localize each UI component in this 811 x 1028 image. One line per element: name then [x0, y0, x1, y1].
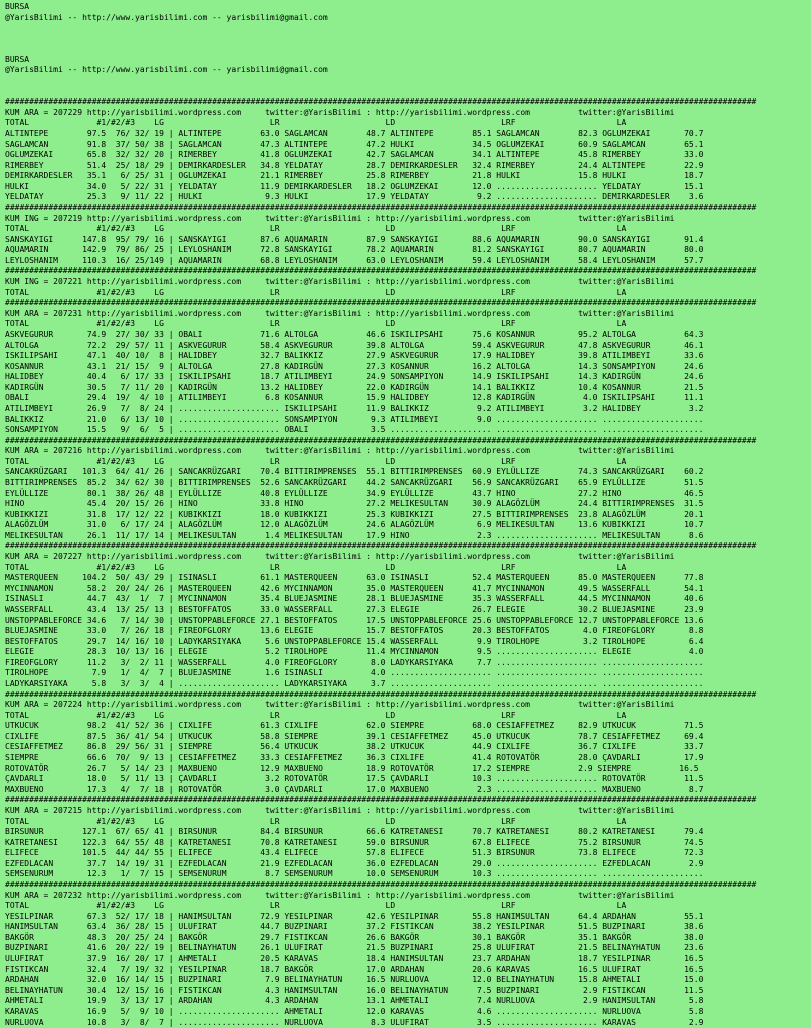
table-row: HULKI 34.0 5/ 22/ 31 | YELDATAY 11.9 DEMIRKARDESLER 18.2 OGLUMZEKAI 12.0 ..................... YELDATAY 15.1	[5, 182, 811, 193]
race-header: KUM ARA = 207215 http://yarisbilimi.wordpress.com twitter:@YarisBilimi : http://yarisbilimi.wordpress.com twitter:@YarisBilimi	[5, 806, 811, 817]
table-row: KOSANNUR 43.1 21/ 15/ 9 | ALTOLGA 27.8 KADIRGÜN 27.3 KOSANNUR 16.2 ALTOLGA 14.3 SONSAMPIYON 24.6	[5, 362, 811, 373]
table-row: NURLUOVA 10.8 3/ 8/ 7 | ..................... NURLUOVA 8.3 ULUFIRAT 3.5 ..................... KARAVAS 2.9	[5, 1018, 811, 1028]
section-divider: ############################################################################################################################################################	[5, 203, 811, 214]
table-row: HINO 45.4 20/ 15/ 26 | HINO 33.8 HINO 27.2 MELIKESULTAN 30.9 ALAGÖZLÜM 24.4 BITTIRIMPRENSES 31.5	[5, 499, 811, 510]
section-divider: ############################################################################################################################################################	[5, 690, 811, 701]
table-row: SANSKAYIGI 147.8 95/ 79/ 16 | SANSKAYIGI 87.6 AQUAMARIN 87.9 SANSKAYIGI 88.6 AQUAMARIN 90.0 SANSKAYIGI 91.4	[5, 235, 811, 246]
table-row: BUZPINARI 41.6 20/ 22/ 19 | BELINAYHATUN 26.1 ULUFIRAT 21.5 BUZPINARI 25.8 ULUFIRAT 21.5 BELINAYHATUN 23.6	[5, 943, 811, 954]
table-row: MAXBUENO 17.3 4/ 7/ 18 | ROTOVATÖR 3.0 ÇAVDARLI 17.0 MAXBUENO 2.3 ..................... MAXBUENO 8.7	[5, 785, 811, 796]
table-row: FISTIKCAN 32.4 7/ 19/ 32 | YESILPINAR 18.7 BAKGÖR 17.0 ARDAHAN 20.6 KARAVAS 16.5 ULUFIRAT 16.5	[5, 965, 811, 976]
table-row: OBALI 29.4 19/ 4/ 10 | ATILIMBEYI 6.8 KOSANNUR 15.9 HALIDBEY 12.8 KADIRGÜN 4.0 ISKILIPSAHI 11.1	[5, 393, 811, 404]
section-divider: ############################################################################################################################################################	[5, 97, 811, 108]
section-divider: ############################################################################################################################################################	[5, 436, 811, 447]
table-row: MYCINNAMON 58.2 20/ 24/ 26 | MASTERQUEEN 42.6 MYCINNAMON 35.0 MASTERQUEEN 41.7 MYCINNAMON 49.5 WASSERFALL 54.1	[5, 584, 811, 595]
section-divider: ############################################################################################################################################################	[5, 298, 811, 309]
table-row: LADYKARSIYAKA 5.8 3/ 3/ 4 | ..................... LADYKARSIYAKA 3.7 ..................... ..................... .....................	[5, 679, 811, 690]
contact-line: @YarisBilimi -- http://www.yarisbilimi.com -- yarisbilimi@gmail.com	[5, 65, 811, 76]
table-row: SAGLAMCAN 91.8 37/ 50/ 38 | SAGLAMCAN 47.3 ALTINTEPE 47.2 HULKI 34.5 OGLUMZEKAI 60.9 SAGLAMCAN 65.1	[5, 140, 811, 151]
race-header: KUM ARA = 207224 http://yarisbilimi.wordpress.com twitter:@YarisBilimi : http://yarisbilimi.wordpress.com twitter:@YarisBilimi	[5, 700, 811, 711]
table-row: ROTOVATÖR 26.7 5/ 14/ 23 | MAXBUENO 12.9 MAXBUENO 18.9 ROTOVATÖR 17.2 SIEMPRE 2.9 SIEMPRE 16.5	[5, 764, 811, 775]
race-header: KUM ARA = 207229 http://yarisbilimi.wordpress.com twitter:@YarisBilimi : http://yarisbilimi.wordpress.com twitter:@YarisBilimi	[5, 108, 811, 119]
table-row: BELINAYHATUN 30.4 12/ 15/ 16 | FISTIKCAN 4.3 HANIMSULTAN 16.0 BELINAYHATUN 7.5 BUZPINARI 2.9 FISTIKCAN 11.5	[5, 986, 811, 997]
race-header: KUM ARA = 207232 http://yarisbilimi.wordpress.com twitter:@YarisBilimi : http://yarisbilimi.wordpress.com twitter:@YarisBilimi	[5, 891, 811, 902]
table-row: UNSTOPPABLEFORCE 34.6 7/ 14/ 30 | UNSTOPPABLEFORCE 27.1 BESTOFFATOS 17.5 UNSTOPPABLEFORCE 25.6 UNSTOPPABLEFORCE 12.7 UNSTOPPABLEFORCE 13.6	[5, 616, 811, 627]
race-header: KUM ARA = 207216 http://yarisbilimi.wordpress.com twitter:@YarisBilimi : http://yarisbilimi.wordpress.com twitter:@YarisBilimi	[5, 446, 811, 457]
race-header: KUM ING = 207221 http://yarisbilimi.wordpress.com twitter:@YarisBilimi : http://yarisbilimi.wordpress.com twitter:@YarisBilimi	[5, 277, 811, 288]
table-row: KUBIKKIZI 31.8 17/ 12/ 22 | KUBIKKIZI 18.0 KUBIKKIZI 25.3 KUBIKKIZI 27.5 BITTIRIMPRENSES 23.8 ALAGÖZLÜM 20.1	[5, 510, 811, 521]
table-row: YELDATAY 25.3 9/ 11/ 22 | HULKI 9.3 HULKI 17.9 YELDATAY 9.2 ..................... DEMIRKARDESLER 3.6	[5, 192, 811, 203]
city-title: BURSA	[5, 55, 811, 66]
city-title: BURSA	[5, 2, 811, 13]
section-divider: ############################################################################################################################################################	[5, 880, 811, 891]
blank-line	[5, 87, 811, 98]
table-row: SANCAKRÜZGARI 101.3 64/ 41/ 26 | SANCAKRÜZGARI 70.4 BITTIRIMPRENSES 55.1 BITTIRIMPRENSES 60.9 EYLÜLLIZE 74.3 SANCAKRÜZGARI 60.2	[5, 467, 811, 478]
table-row: WASSERFALL 43.4 13/ 25/ 13 | BESTOFFATOS 33.0 WASSERFALL 27.3 ELEGIE 26.7 ELEGIE 30.2 BLUEJASMINE 23.9	[5, 605, 811, 616]
table-row: CESIAFFETMEZ 86.8 29/ 56/ 31 | SIEMPRE 56.4 UTKUCUK 38.2 UTKUCUK 44.9 CIXLIFE 36.7 CIXLIFE 33.7	[5, 742, 811, 753]
table-row: EZFEDLACAN 37.7 14/ 19/ 31 | EZFEDLACAN 21.9 EZFEDLACAN 36.0 EZFEDLACAN 29.0 ..................... EZFEDLACAN 2.9	[5, 859, 811, 870]
table-row: ARDAHAN 32.0 16/ 14/ 15 | BUZPINARI 7.9 BELINAYHATUN 16.5 NURLUOVA 12.0 BELINAYHATUN 15.8 AHMETALI 15.0	[5, 975, 811, 986]
table-row: KATRETANESI 122.3 64/ 55/ 48 | KATRETANESI 70.8 KATRETANESI 59.0 BIRSUNUR 67.8 ELIFECE 75.2 BIRSUNUR 74.5	[5, 838, 811, 849]
column-header-row: TOTAL #1/#2/#3 LG LR LD LRF LA	[5, 457, 811, 468]
table-row: BESTOFFATOS 29.7 14/ 16/ 10 | LADYKARSIYAKA 5.6 UNSTOPPABLEFORCE 15.4 WASSERFALL 9.9 TIROLHOPE 3.2 TIROLHOPE 6.4	[5, 637, 811, 648]
column-header-row: TOTAL #1/#2/#3 LG LR LD LRF LA	[5, 563, 811, 574]
table-row: SIEMPRE 66.6 70/ 9/ 13 | CESIAFFETMEZ 33.3 CESIAFFETMEZ 36.3 CIXLIFE 41.4 ROTOVATÖR 28.0 ÇAVDARLI 17.9	[5, 753, 811, 764]
table-row: KARAVAS 16.9 5/ 9/ 10 | ..................... AHMETALI 12.0 KARAVAS 4.6 ..................... NURLUOVA 5.8	[5, 1007, 811, 1018]
blank-line	[5, 34, 811, 45]
table-row: DEMIRKARDESLER 35.1 6/ 25/ 31 | OGLUMZEKAI 21.1 RIMERBEY 25.8 RIMERBEY 21.8 HULKI 15.8 HULKI 18.7	[5, 171, 811, 182]
table-row: CIXLIFE 87.5 36/ 41/ 54 | UTKUCUK 58.8 SIEMPRE 39.1 CESIAFFETMEZ 45.0 UTKUCUK 78.7 CESIAFFETMEZ 69.4	[5, 732, 811, 743]
table-row: EYLÜLLIZE 80.1 38/ 26/ 48 | EYLÜLLIZE 40.8 EYLÜLLIZE 34.9 EYLÜLLIZE 43.7 HINO 27.2 HINO 46.5	[5, 489, 811, 500]
section-divider: ############################################################################################################################################################	[5, 541, 811, 552]
column-header-row: TOTAL #1/#2/#3 LG LR LD LRF LA	[5, 319, 811, 330]
contact-line: @YarisBilimi -- http://www.yarisbilimi.com -- yarisbilimi@gmail.com	[5, 13, 811, 24]
table-row: MASTERQUEEN 104.2 50/ 43/ 29 | ISINASLI 61.1 MASTERQUEEN 63.0 ISINASLI 52.4 MASTERQUEEN 85.0 MASTERQUEEN 77.8	[5, 573, 811, 584]
table-row: ATILIMBEYI 26.9 7/ 8/ 24 | ..................... ISKILIPSAHI 11.9 BALIKKIZ 9.2 ATILIMBEYI 3.2 HALIDBEY 3.2	[5, 404, 811, 415]
table-row: LEYLOSHANIM 110.3 16/ 25/149 | AQUAMARIN 68.8 LEYLOSHANIM 63.0 LEYLOSHANIM 59.4 LEYLOSHANIM 58.4 LEYLOSHANIM 57.7	[5, 256, 811, 267]
blank-line	[5, 23, 811, 34]
table-row: ULUFIRAT 37.9 16/ 20/ 17 | AHMETALI 20.5 KARAVAS 18.4 HANIMSULTAN 23.7 ARDAHAN 18.7 YESILPINAR 16.5	[5, 954, 811, 965]
table-row: BIRSUNUR 127.1 67/ 65/ 41 | BIRSUNUR 84.4 BIRSUNUR 66.6 KATRETANESI 70.7 KATRETANESI 80.2 KATRETANESI 79.4	[5, 827, 811, 838]
table-row: ÇAVDARLI 18.0 5/ 11/ 13 | ÇAVDARLI 3.2 ROTOVATÖR 17.5 ÇAVDARLI 10.3 ..................... ROTOVATÖR 11.5	[5, 774, 811, 785]
blank-line	[5, 44, 811, 55]
column-header-row: TOTAL #1/#2/#3 LG LR LD LRF LA	[5, 901, 811, 912]
table-row: ELIFECE 101.5 44/ 44/ 55 | ELIFECE 43.4 ELIFECE 57.8 ELIFECE 51.3 BIRSUNUR 73.8 ELIFECE 72.3	[5, 848, 811, 859]
table-row: FIREOFGLORY 11.2 3/ 2/ 11 | WASSERFALL 4.0 FIREOFGLORY 8.0 LADYKARSIYAKA 7.7 ..................... .....................	[5, 658, 811, 669]
table-row: BAKGÖR 48.3 20/ 25/ 24 | BAKGÖR 29.7 FISTIKCAN 26.6 BAKGÖR 30.1 BAKGÖR 35.1 BAKGÖR 38.0	[5, 933, 811, 944]
table-row: RIMERBEY 51.4 25/ 18/ 29 | DEMIRKARDESLER 34.8 YELDATAY 28.7 DEMIRKARDESLER 32.4 RIMERBEY 24.4 ALTINTEPE 22.9	[5, 161, 811, 172]
table-row: AHMETALI 19.9 3/ 13/ 17 | ARDAHAN 4.3 ARDAHAN 13.1 AHMETALI 7.4 NURLUOVA 2.9 HANIMSULTAN 5.8	[5, 996, 811, 1007]
table-row: ASKVEGURUR 74.9 27/ 30/ 33 | OBALI 71.6 ALTOLGA 46.6 ISKILIPSAHI 75.6 KOSANNUR 95.2 ALTOLGA 64.3	[5, 330, 811, 341]
race-header: KUM ARA = 207231 http://yarisbilimi.wordpress.com twitter:@YarisBilimi : http://yarisbilimi.wordpress.com twitter:@YarisBilimi	[5, 309, 811, 320]
table-row: OGLUMZEKAI 65.8 32/ 32/ 20 | RIMERBEY 41.8 OGLUMZEKAI 42.7 SAGLAMCAN 34.1 ALTINTEPE 45.8 RIMERBEY 33.0	[5, 150, 811, 161]
table-row: BLUEJASMINE 33.0 7/ 26/ 18 | FIREOFGLORY 13.6 ELEGIE 15.7 BESTOFFATOS 20.3 BESTOFFATOS 4.0 FIREOFGLORY 8.8	[5, 626, 811, 637]
column-header-row: TOTAL #1/#2/#3 LG LR LD LRF LA	[5, 711, 811, 722]
table-row: BITTIRIMPRENSES 85.2 34/ 62/ 30 | BITTIRIMPRENSES 52.6 SANCAKRÜZGARI 44.2 SANCAKRÜZGARI 56.9 SANCAKRÜZGARI 65.9 EYLÜLLIZE 51.5	[5, 478, 811, 489]
table-row: UTKUCUK 98.2 41/ 52/ 36 | CIXLIFE 61.3 CIXLIFE 62.0 SIEMPRE 68.0 CESIAFFETMEZ 82.9 UTKUCUK 71.5	[5, 721, 811, 732]
table-row: MELIKESULTAN 26.1 11/ 17/ 14 | MELIKESULTAN 1.4 MELIKESULTAN 17.9 HINO 2.3 ..................... MELIKESULTAN 8.6	[5, 531, 811, 542]
table-row: HALIDBEY 40.4 6/ 17/ 33 | ISKILIPSAHI 18.7 ATILIMBEYI 24.9 SONSAMPIYON 14.9 ISKILIPSAHI 14.3 KADIRGÜN 24.6	[5, 372, 811, 383]
table-row: KADIRGÜN 30.5 7/ 11/ 20 | KADIRGÜN 13.2 HALIDBEY 22.0 KADIRGÜN 14.1 BALIKKIZ 10.4 KOSANNUR 21.5	[5, 383, 811, 394]
table-row: ALTINTEPE 97.5 76/ 32/ 19 | ALTINTEPE 63.0 SAGLAMCAN 48.7 ALTINTEPE 85.1 SAGLAMCAN 82.3 OGLUMZEKAI 70.7	[5, 129, 811, 140]
table-row: ALTOLGA 72.2 29/ 57/ 11 | ASKVEGURUR 58.4 ASKVEGURUR 39.8 ALTOLGA 59.4 ASKVEGURUR 47.8 ASKVEGURUR 46.1	[5, 341, 811, 352]
table-row: TIROLHOPE 7.9 1/ 4/ 7 | BLUEJASMINE 1.6 ISINASLI 4.0 ..................... ..................... .....................	[5, 668, 811, 679]
section-divider: ############################################################################################################################################################	[5, 266, 811, 277]
table-row: ALAGÖZLÜM 31.0 6/ 17/ 24 | ALAGÖZLÜM 12.0 ALAGÖZLÜM 24.6 ALAGÖZLÜM 6.9 MELIKESULTAN 13.6 KUBIKKIZI 10.7	[5, 520, 811, 531]
table-row: AQUAMARIN 142.9 79/ 86/ 25 | LEYLOSHANIM 72.8 SANSKAYIGI 78.2 AQUAMARIN 81.2 SANSKAYIGI 80.7 AQUAMARIN 80.0	[5, 245, 811, 256]
column-header-row: TOTAL #1/#2/#3 LG LR LD LRF LA	[5, 118, 811, 129]
table-row: SEMSENURUM 12.3 1/ 7/ 15 | SEMSENURUM 8.7 SEMSENURUM 10.0 SEMSENURUM 10.3 ..................... .....................	[5, 869, 811, 880]
race-header: KUM ING = 207219 http://yarisbilimi.wordpress.com twitter:@YarisBilimi : http://yarisbilimi.wordpress.com twitter:@YarisBilimi	[5, 214, 811, 225]
table-row: BALIKKIZ 21.0 6/ 13/ 10 | ..................... SONSAMPIYON 9.3 ATILIMBEYI 9.0 ..................... .....................	[5, 415, 811, 426]
table-row: HANIMSULTAN 63.4 36/ 28/ 15 | ULUFIRAT 44.7 BUZPINARI 37.2 FISTIKCAN 38.2 YESILPINAR 51.5 BUZPINARI 38.6	[5, 922, 811, 933]
blank-line	[5, 76, 811, 87]
table-row: ELEGIE 28.3 10/ 13/ 16 | ELEGIE 5.2 TIROLHOPE 11.4 MYCINNAMON 9.5 ..................... ELEGIE 4.0	[5, 647, 811, 658]
race-header: KUM ARA = 207227 http://yarisbilimi.wordpress.com twitter:@YarisBilimi : http://yarisbilimi.wordpress.com twitter:@YarisBilimi	[5, 552, 811, 563]
column-header-row: TOTAL #1/#2/#3 LG LR LD LRF LA	[5, 817, 811, 828]
table-row: ISINASLI 44.7 43/ 1/ 7 | MYCINNAMON 35.4 BLUEJASMINE 28.1 BLUEJASMINE 35.3 WASSERFALL 44.5 MYCINNAMON 40.6	[5, 594, 811, 605]
section-divider: ############################################################################################################################################################	[5, 795, 811, 806]
table-row: YESILPINAR 67.3 52/ 17/ 18 | HANIMSULTAN 72.9 YESILPINAR 42.6 YESILPINAR 55.8 HANIMSULTAN 64.4 ARDAHAN 55.1	[5, 912, 811, 923]
column-header-row: TOTAL #1/#2/#3 LG LR LD LRF LA	[5, 288, 811, 299]
table-row: ISKILIPSAHI 47.1 40/ 10/ 8 | HALIDBEY 32.7 BALIKKIZ 27.9 ASKVEGURUR 17.9 HALIDBEY 39.8 ATILIMBEYI 33.6	[5, 351, 811, 362]
column-header-row: TOTAL #1/#2/#3 LG LR LD LRF LA	[5, 224, 811, 235]
table-row: SONSAMPIYON 15.5 9/ 6/ 5 | ..................... OBALI 3.5 ..................... ..................... .....................	[5, 425, 811, 436]
